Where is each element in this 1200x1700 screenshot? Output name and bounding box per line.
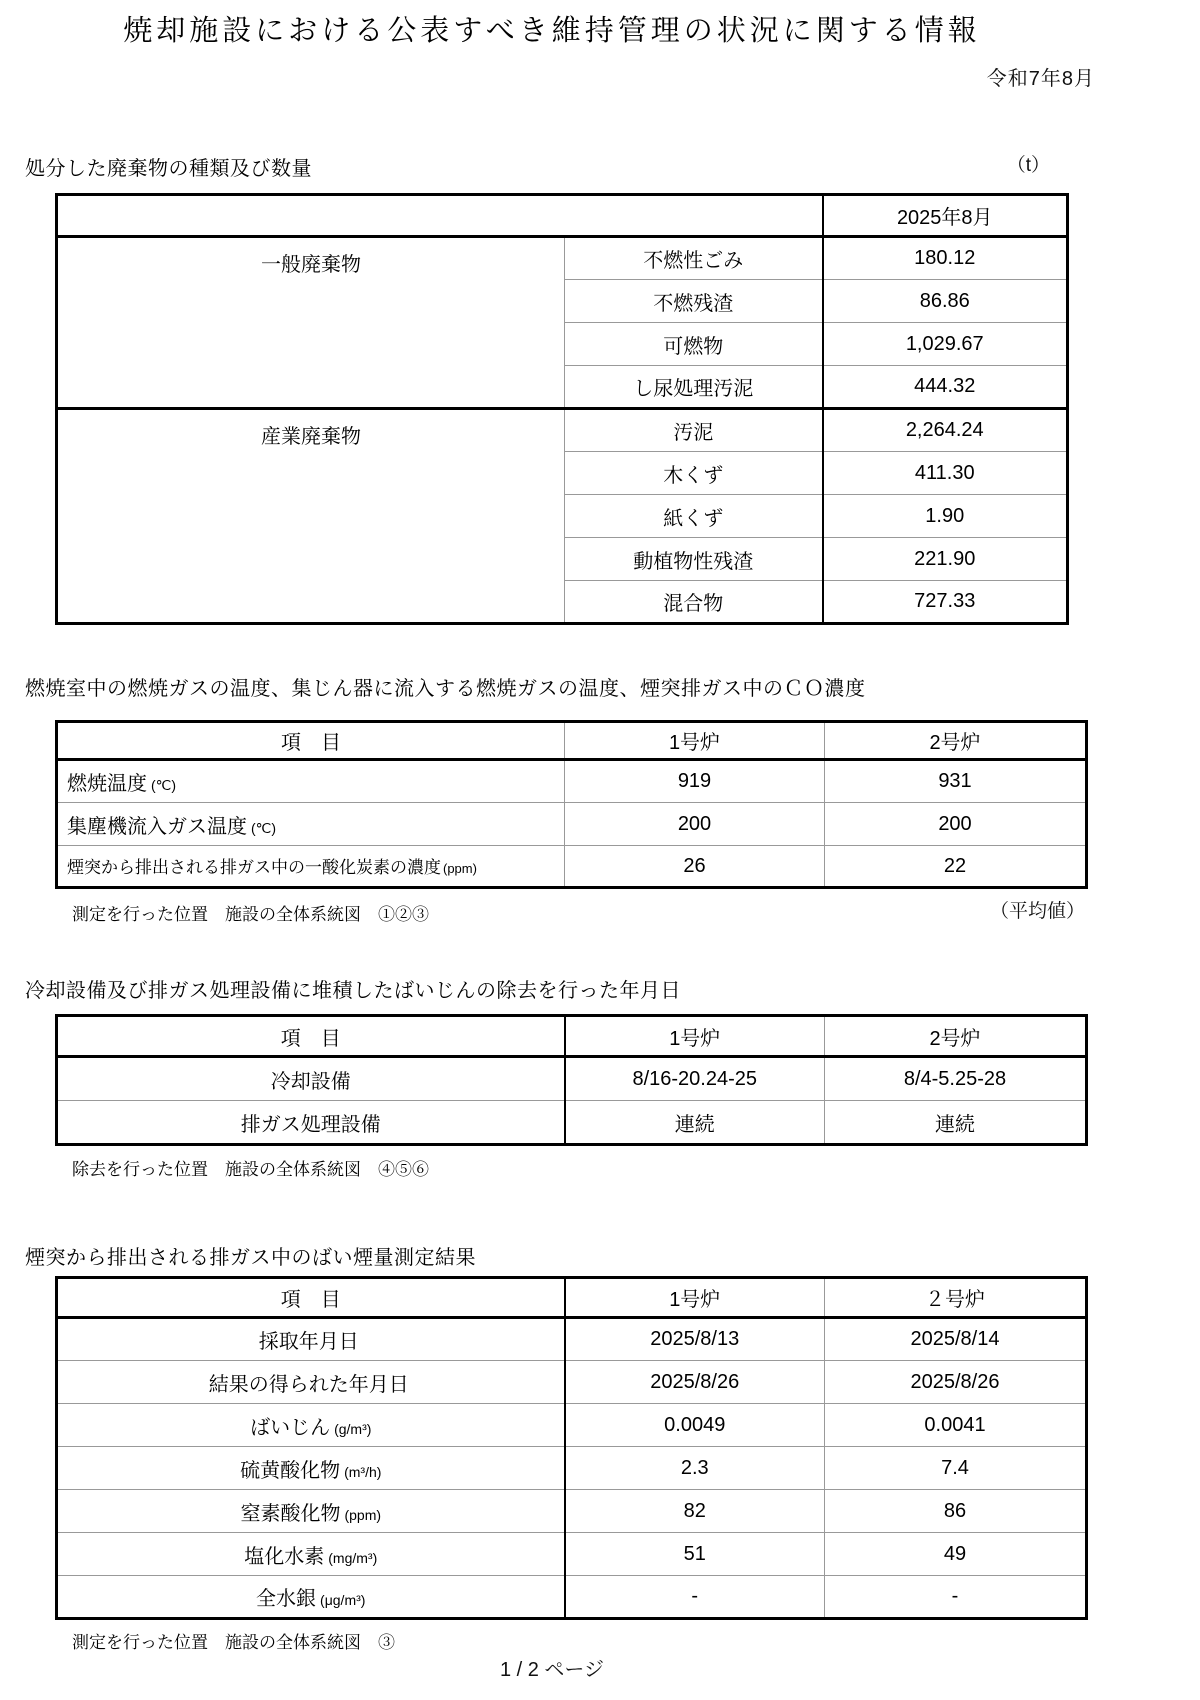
table-header-row bbox=[57, 722, 1087, 760]
gas-temperature-table bbox=[55, 720, 1088, 889]
value-cell: 411.30 bbox=[823, 452, 1068, 495]
row-label: 煙突から排出される排ガス中の一酸化炭素の濃度 bbox=[67, 858, 441, 877]
row-label-cell bbox=[57, 1490, 565, 1533]
furnace2-value: - bbox=[825, 1576, 1087, 1619]
unit-note-tons: （t） bbox=[1006, 155, 1050, 176]
table-row bbox=[57, 1576, 1087, 1619]
furnace1-value: - bbox=[565, 1576, 825, 1619]
item-cell: し尿処理汚泥 bbox=[565, 366, 823, 409]
value-cell: 86.86 bbox=[823, 280, 1068, 323]
furnace1-value: 8/16-20.24-25 bbox=[565, 1057, 825, 1101]
furnace2-value: 7.4 bbox=[825, 1447, 1087, 1490]
furnace1-value: 26 bbox=[565, 846, 825, 888]
value-cell: 1,029.67 bbox=[823, 323, 1068, 366]
item-cell: 紙くず bbox=[565, 495, 823, 538]
category-cell: 一般廃棄物 bbox=[57, 237, 565, 409]
row-label-cell bbox=[57, 803, 565, 846]
item-cell: 動植物性残渣 bbox=[565, 538, 823, 581]
row-label-cell bbox=[57, 760, 565, 803]
furnace2-header-cell: ２号炉 bbox=[825, 1278, 1087, 1318]
table-row bbox=[57, 1101, 1087, 1145]
furnace2-value: 0.0041 bbox=[825, 1404, 1087, 1447]
item-cell: 汚泥 bbox=[565, 409, 823, 452]
row-label-cell bbox=[57, 846, 565, 888]
table-row bbox=[57, 760, 1087, 803]
furnace2-header-cell: 2号炉 bbox=[825, 722, 1087, 760]
row-unit: (ppm) bbox=[443, 861, 477, 876]
row-unit: (℃) bbox=[151, 777, 177, 793]
category-cell: 産業廃棄物 bbox=[57, 409, 565, 624]
measurement-position-note: 測定を行った位置 施設の全体系統図 ①②③ bbox=[72, 905, 429, 924]
item-header-cell: 項 目 bbox=[57, 1278, 565, 1318]
row-label-cell bbox=[57, 1533, 565, 1576]
row-label: 結果の得られた年月日 bbox=[208, 1373, 409, 1396]
table-row bbox=[57, 1404, 1087, 1447]
empty-header-cell bbox=[57, 195, 823, 237]
furnace2-value: 86 bbox=[825, 1490, 1087, 1533]
waste-amount-table bbox=[55, 193, 1069, 625]
item-cell: 木くず bbox=[565, 452, 823, 495]
row-unit: (μg/m³) bbox=[320, 1592, 366, 1608]
table-header-row bbox=[57, 195, 1068, 237]
row-unit: (m³/h) bbox=[344, 1463, 382, 1480]
row-label-cell bbox=[57, 1318, 565, 1361]
value-cell: 1.90 bbox=[823, 495, 1068, 538]
item-cell: 可燃物 bbox=[565, 323, 823, 366]
furnace1-header-cell: 1号炉 bbox=[565, 1278, 825, 1318]
furnace2-value: 22 bbox=[825, 846, 1087, 888]
row-label: 集塵機流入ガス温度 bbox=[67, 815, 247, 838]
section2-heading: 燃焼室中の燃焼ガスの温度、集じん器に流入する燃焼ガスの温度、煙突排ガス中のＣＯ濃度 bbox=[25, 678, 866, 700]
furnace2-value: 2025/8/14 bbox=[825, 1318, 1087, 1361]
furnace2-value: 2025/8/26 bbox=[825, 1361, 1087, 1404]
removal-position-note: 除去を行った位置 施設の全体系統図 ④⑤⑥ bbox=[72, 1160, 429, 1179]
row-label: ばいじん bbox=[250, 1416, 331, 1439]
furnace1-value: 2.3 bbox=[565, 1447, 825, 1490]
furnace2-value: 連続 bbox=[825, 1101, 1087, 1145]
table-row bbox=[57, 1318, 1087, 1361]
section4-heading: 煙突から排出される排ガス中のばい煙量測定結果 bbox=[25, 1247, 476, 1269]
table-row bbox=[57, 1361, 1087, 1404]
row-unit: (g/m³) bbox=[334, 1420, 372, 1437]
item-cell: 混合物 bbox=[565, 581, 823, 624]
row-unit: (mg/m³) bbox=[328, 1549, 378, 1566]
row-label-cell bbox=[57, 1361, 565, 1404]
furnace1-value: 0.0049 bbox=[565, 1404, 825, 1447]
value-cell: 180.12 bbox=[823, 237, 1068, 280]
furnace1-value: 919 bbox=[565, 760, 825, 803]
period-header-cell: 2025年8月 bbox=[823, 195, 1068, 237]
item-header-cell: 項 目 bbox=[57, 1016, 565, 1057]
table-row bbox=[57, 237, 1068, 280]
value-cell: 727.33 bbox=[823, 581, 1068, 624]
furnace1-header-cell: 1号炉 bbox=[565, 722, 825, 760]
value-cell: 444.32 bbox=[823, 366, 1068, 409]
furnace1-value: 51 bbox=[565, 1533, 825, 1576]
table-row bbox=[57, 1057, 1087, 1101]
table-row bbox=[57, 846, 1087, 888]
furnace2-header-cell: 2号炉 bbox=[825, 1016, 1087, 1057]
item-header-cell: 項 目 bbox=[57, 722, 565, 760]
measurement-position-note-2: 測定を行った位置 施設の全体系統図 ③ bbox=[72, 1633, 395, 1652]
row-label: 塩化水素 bbox=[244, 1545, 325, 1568]
section1-heading: 処分した廃棄物の種類及び数量 bbox=[25, 158, 312, 180]
row-label-cell bbox=[57, 1576, 565, 1619]
page-number: 1 / 2 ページ bbox=[499, 1659, 605, 1681]
row-label: 硫黄酸化物 bbox=[240, 1459, 341, 1482]
soot-removal-table bbox=[55, 1014, 1088, 1146]
table-row bbox=[57, 409, 1068, 452]
row-label-cell: 冷却設備 bbox=[57, 1057, 565, 1101]
furnace1-value: 連続 bbox=[565, 1101, 825, 1145]
table-header-row bbox=[57, 1016, 1087, 1057]
table-row bbox=[57, 1490, 1087, 1533]
furnace1-header-cell: 1号炉 bbox=[565, 1016, 825, 1057]
section3-heading: 冷却設備及び排ガス処理設備に堆積したばいじんの除去を行った年月日 bbox=[25, 980, 681, 1002]
table-header-row bbox=[57, 1278, 1087, 1318]
furnace1-value: 82 bbox=[565, 1490, 825, 1533]
row-label-cell bbox=[57, 1447, 565, 1490]
average-value-note: （平均値） bbox=[989, 901, 1085, 922]
row-unit: (℃) bbox=[251, 819, 277, 836]
row-label-cell: 排ガス処理設備 bbox=[57, 1101, 565, 1145]
table-row bbox=[57, 1533, 1087, 1576]
furnace2-value: 200 bbox=[825, 803, 1087, 846]
row-label: 窒素酸化物 bbox=[240, 1502, 341, 1525]
table-row bbox=[57, 803, 1087, 846]
row-label: 全水銀 bbox=[256, 1588, 317, 1610]
furnace1-value: 2025/8/26 bbox=[565, 1361, 825, 1404]
item-cell: 不燃残渣 bbox=[565, 280, 823, 323]
table-row bbox=[57, 1447, 1087, 1490]
page-title: 焼却施設における公表すべき維持管理の状況に関する情報 bbox=[123, 15, 981, 47]
furnace1-value: 200 bbox=[565, 803, 825, 846]
row-label: 燃焼温度 bbox=[67, 773, 147, 795]
value-cell: 2,264.24 bbox=[823, 409, 1068, 452]
row-label: 採取年月日 bbox=[258, 1331, 359, 1353]
furnace2-value: 931 bbox=[825, 760, 1087, 803]
report-date: 令和7年8月 bbox=[986, 68, 1095, 90]
row-label-cell bbox=[57, 1404, 565, 1447]
furnace2-value: 8/4-5.25-28 bbox=[825, 1057, 1087, 1101]
row-unit: (ppm) bbox=[344, 1506, 382, 1523]
furnace2-value: 49 bbox=[825, 1533, 1087, 1576]
item-cell: 不燃性ごみ bbox=[565, 237, 823, 280]
value-cell: 221.90 bbox=[823, 538, 1068, 581]
smoke-measurement-table bbox=[55, 1276, 1088, 1620]
furnace1-value: 2025/8/13 bbox=[565, 1318, 825, 1361]
